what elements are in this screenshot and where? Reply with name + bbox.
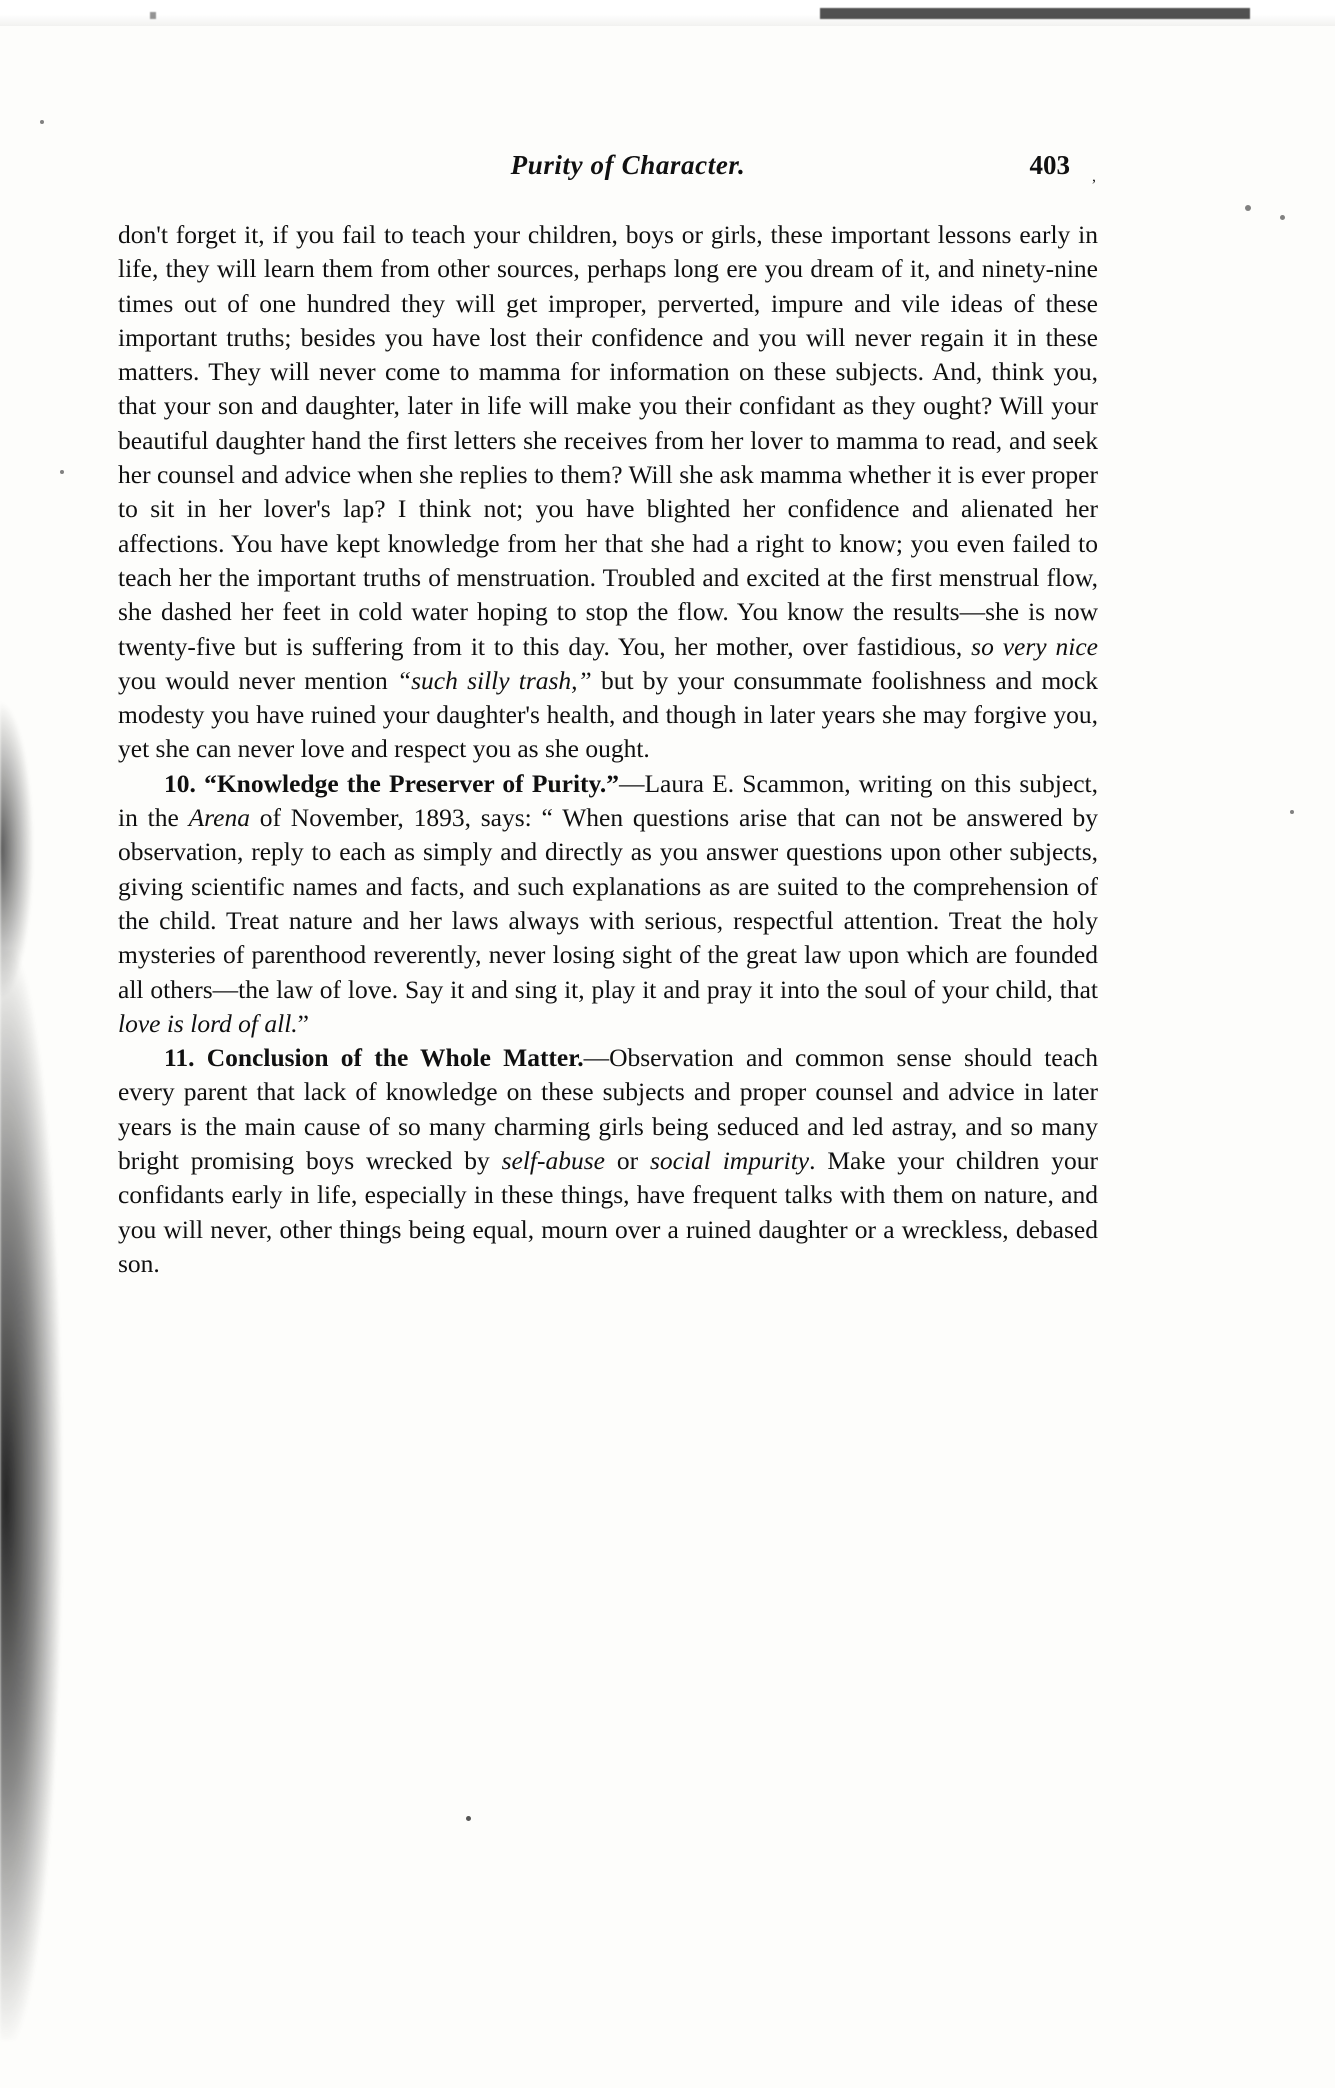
page-title: Purity of Character. [510,150,746,180]
text-run: 10. [164,768,205,798]
text-run: 11. [164,1043,207,1073]
scan-artifact-top-small [150,12,156,19]
paragraph [118,1041,1098,1281]
text-run: “Knowledge the Preserver of Purity.” [204,768,619,798]
scan-artifact-top [820,8,1250,19]
text-run: self-abuse [501,1146,606,1176]
text-run: ” [297,1008,309,1038]
text-run: social impurity [649,1146,810,1176]
page-number: 403 [1029,150,1070,180]
text-run: but by your consummate foolishness and mock modesty you have ruined your daughter's health, and though in later years she may forgive you, yet she can never love and respect you as she ought. [118,665,1098,764]
text-run: Arena [188,803,250,833]
scan-speck [1290,810,1294,814]
text-run: —Laura E. Scammon, writing on this subject, in the [118,768,1098,833]
scan-artifact-left [0,950,62,2040]
text-run: of November, 1893, says: “ When questions arise that can not be answered by observation, reply to each as simply and directly as you answer questions upon other subjects, giving scientific names and facts, and such explanations as are suited to the comprehension of the child. Treat nature and her laws always with serious, respectful attention. Treat the holy mysteries of parenthood reverently, never losing sight of the great law upon which are founded all others—the law of love. Say it and sing it, play it and pray it into the soul of your child, that [118,803,1098,1004]
scan-speck [1245,205,1251,211]
scan-speck [40,120,44,124]
text-run: Conclusion of the Whole Matter. [206,1043,584,1073]
text-run: you would never mention [118,665,397,695]
text-run: —Observation and common sense should teach every parent that lack of knowledge on these subjects and proper counsel and advice in later years is the main cause of so many charming girls being seduced and led astray, and so many bright promising boys wrecked by [118,1043,1098,1176]
text-run: so very nice [971,631,1098,661]
paragraph [118,767,1098,1041]
scan-tick-mark: , [1092,168,1096,185]
text-run: “such silly trash,” [396,665,592,695]
scan-speck [1280,215,1285,220]
text-run: or [605,1146,650,1176]
text-run: love is lord of all. [118,1008,298,1038]
text-run: don't forget it, if you fail to teach your children, boys or girls, these important lessons early in life, they will learn them from other sources, perhaps long ere you dream of it, and ninety-nine times out of one hundred they will get improper, perverted, impure and vile ideas of these important truths; besides you have lost their confidence and you will never regain it in these matters. They will never come to mamma for information on these subjects. And, think you, that your son and daughter, later in life will make you their confidant as they ought? Will your beautiful daughter hand the first letters she receives from her lover to mamma to read, and seek her counsel and advice when she replies to them? Will she ask mamma whether it is ever proper to sit in her lover's lap? I think not; you have blighted her confidence and alienated her affections. You have kept knowledge from her that she had a right to know; you even failed to teach her the important truths of menstruation. Troubled and excited at the first menstrual flow, she dashed her feet in cold water hoping to stop the flow. You know the results—she is now twenty-five but is suffering from it to this day. You, her mother, over fastidious, [118,220,1098,661]
scan-speck [60,470,64,474]
running-head [118,150,1098,196]
paragraph [118,218,1098,767]
page-content [118,150,1098,1281]
body-text [118,218,1098,1281]
text-run: . Make your children your confidants early in life, especially in these things, have frequent talks with them on nature, and you will never, other things being equal, mourn over a ruined daughter or a wreckless, debased son. [118,1146,1098,1278]
scan-speck-bottom [466,1816,471,1821]
